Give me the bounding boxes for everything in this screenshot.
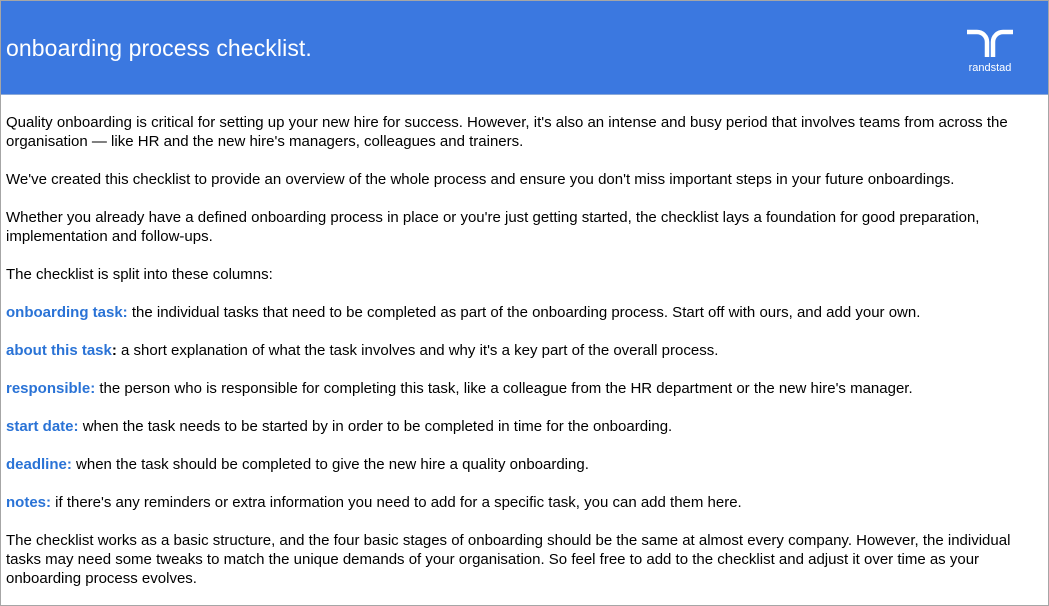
column-definition-about-this-task (6, 341, 1040, 360)
column-term-colon: : (111, 342, 117, 359)
column-term: deadline: (6, 456, 72, 473)
intro-paragraph: Whether you already have a defined onboarding process in place or you're just getting started, the checklist lays a foundation for good preparation, implementation and follow-ups. (6, 209, 980, 245)
document-body (6, 113, 1040, 606)
column-term: notes: (6, 494, 51, 511)
randstad-logo (962, 29, 1018, 74)
column-definition-notes (6, 493, 1040, 512)
logo-wordmark: randstad (968, 62, 1012, 74)
intro-paragraph: Quality onboarding is critical for setting up your new hire for success. However, it's also an intense and busy period that involves teams from across the organisation — like HR and the new hire's managers, colleagues and trainers. (6, 114, 1008, 150)
column-definition-responsible (6, 379, 1040, 398)
column-description: when the task needs to be started by in order to be completed in time for the onboarding. (78, 418, 673, 435)
column-description: if there's any reminders or extra information you need to add for a specific task, you can add them here. (51, 494, 742, 511)
column-term: responsible: (6, 380, 96, 397)
header-banner (1, 1, 1048, 95)
page-title: onboarding process checklist. (6, 35, 312, 61)
column-term: start date: (6, 418, 79, 435)
closing-paragraph: The checklist works as a basic structure, and the four basic stages of onboarding should be the same at almost every company. However, the individual tasks may need some tweaks to match the unique demands of your organisation. So feel free to add to the checklist and adjust it over time as your onboarding process evolves. (6, 532, 1011, 587)
column-description: a short explanation of what the task involves and why it's a key part of the overall process. (116, 342, 719, 359)
column-description: the individual tasks that need to be completed as part of the onboarding process. Start off with ours, and add your own. (127, 304, 921, 321)
column-definition-onboarding-task (6, 303, 1040, 322)
column-term: about this task (6, 342, 112, 359)
column-description: when the task should be completed to give the new hire a quality onboarding. (71, 456, 589, 473)
column-term: onboarding task: (6, 304, 128, 321)
intro-paragraph: We've created this checklist to provide an overview of the whole process and ensure you don't miss important steps in your future onboardings. (6, 171, 955, 188)
randstad-logo-icon (965, 29, 1015, 57)
column-definition-deadline (6, 455, 1040, 474)
intro-paragraph: The checklist is split into these columns: (6, 266, 273, 283)
column-description: the person who is responsible for completing this task, like a colleague from the HR department or the new hire's manager. (95, 380, 913, 397)
column-definition-start-date (6, 417, 1040, 436)
